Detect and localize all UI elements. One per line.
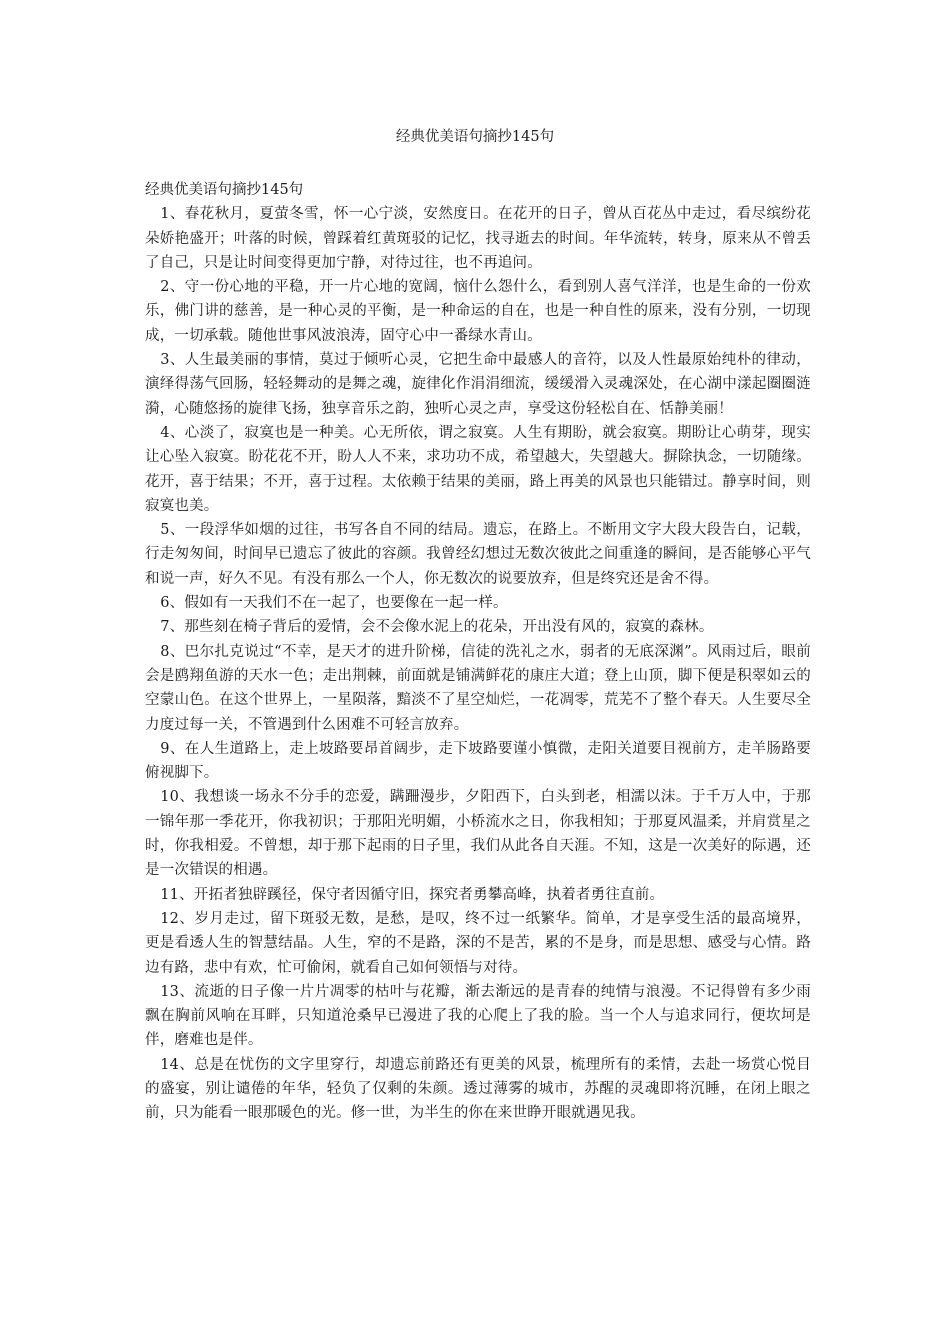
- paragraph: 13、流逝的日子像一片片凋零的枯叶与花瓣，渐去渐远的是青春的纯情与浪漫。不记得曾有多少雨飘在胸前风响在耳畔，只知道沧桑早已漫进了我的心爬上了我的脸。当一个人与追求同行，便坎坷是伴，磨难也是伴。: [145, 983, 811, 1049]
- paragraph: 3、人生最美丽的事情，莫过于倾听心灵，它把生命中最感人的音符，以及人性最原始纯朴的律动，演绎得荡气回肠，轻轻舞动的是舞之魂，旋律化作涓涓细流，缓缓滑入灵魂深处，在心湖中漾起圈圈涟漪，心随悠扬的旋律飞扬，独享音乐之韵，独听心灵之声，享受这份轻松自在、恬静美丽！: [145, 352, 811, 417]
- paragraph: 2、守一份心地的平稳，开一片心地的宽阔，恼什么怨什么，看到别人喜气洋洋，也是生命的一份欢乐，佛门讲的慈善，是一种心灵的平衡，是一种命运的自在，也是一种自性的原来，没有分别，一切现成，一切承载。随他世事风波浪涛，固守心中一番绿水青山。: [145, 279, 811, 344]
- document-title: 经典优美语句摘抄145句: [395, 129, 555, 145]
- paragraph: 8、巴尔扎克说过“不幸，是天才的进升阶梯，信徒的洗礼之水，弱者的无底深渊”。风雨过后，眼前会是鸥翔鱼游的天水一色；走出荆棘，前面就是铺满鲜花的康庄大道；登上山顶，脚下便是积翠如云的空蒙山色。在这个世界上，一星陨落，黯淡不了星空灿烂，一花凋零，荒芜不了整个春天。人生要尽全力度过每一关，不管遇到什么困难不可轻言放弃。: [145, 643, 811, 733]
- document-subtitle: 经典优美语句摘抄145句: [145, 182, 304, 198]
- paragraph: 5、一段浮华如烟的过往，书写各自不同的结局。遗忘，在路上。不断用文字大段大段告白，记载，行走匆匆间，时间早已遗忘了彼此的容颜。我曾经幻想过无数次彼此之间重逢的瞬间，是否能够心平气和说一声，好久不见。有没有那么一个人，你无数次的说要放弃，但是终究还是舍不得。: [145, 522, 811, 587]
- paragraph: 11、开拓者独辟蹊径，保守者因循守旧，探究者勇攀高峰，执着者勇往直前。: [160, 886, 665, 903]
- paragraph: 6、假如有一天我们不在一起了，也要像在一起一样。: [160, 595, 508, 612]
- paragraph: 9、在人生道路上，走上坡路要昂首阔步，走下坡路要谨小慎微，走阳关道要目视前方，走羊肠路要俯视脚下。: [145, 740, 811, 782]
- paragraph: 7、那些刻在椅子背后的爱情，会不会像水泥上的花朵，开出没有风的，寂寞的森林。: [160, 619, 714, 636]
- paragraph: 1、春花秋月，夏萤冬雪，怀一心宁淡，安然度日。在花开的日子，曾从百花丛中走过，看尽缤纷花朵娇艳盛开；叶落的时候，曾踩着红黄斑驳的记忆，找寻逝去的时间。年华流转，转身，原来从不曾丢了自己，只是让时间变得更加宁静，对待过往，也不再追问。: [145, 206, 811, 271]
- paragraph: 10、我想谈一场永不分手的恋爱，蹒跚漫步，夕阳西下，白头到老，相濡以沫。于千万人中，于那一锦年那一季花开，你我初识；于那阳光明媚，小桥流水之日，你我相知；于那夏风温柔，并肩赏星之时，你我相爱。不曾想，却于那下起雨的日子里，我们从此各自天涯。不知，这是一次美好的际遇，还是一次错误的相遇。: [145, 789, 811, 879]
- paragraph: 14、总是在忧伤的文字里穿行，却遗忘前路还有更美的风景，梳理所有的柔情，去赴一场赏心悦目的盛宴，别让谴倦的年华，轻负了仅剩的朱颜。透过薄雾的城市，苏醒的灵魂即将沉睡，在闭上眼之前，只为能看一眼那暖色的光。修一世，为半生的你在来世睁开眼就遇见我。: [145, 1056, 811, 1122]
- paragraph: 4、心淡了，寂寞也是一种美。心无所依，谓之寂寞。人生有期盼，就会寂寞。期盼让心萌芽，现实让心坠入寂寞。盼花花不开，盼人人不来，求功功不成，希望越大，失望越大。摒除执念，一切随缘。花开，喜于结果；不开，喜于过程。太依赖于结果的美丽，路上再美的风景也只能错过。静享时间，则寂寞也美。: [145, 424, 811, 514]
- paragraph: 12、岁月走过，留下斑驳无数，是愁，是叹，终不过一纸繁华。简单，才是享受生活的最高境界，更是看透人生的智慧结晶。人生，窄的不是路，深的不是苦，累的不是身，而是思想、感受与心情。路边有路，悲中有欢，忙可偷闲，就看自己如何领悟与对待。: [145, 910, 811, 976]
- document-body: [145, 178, 811, 1126]
